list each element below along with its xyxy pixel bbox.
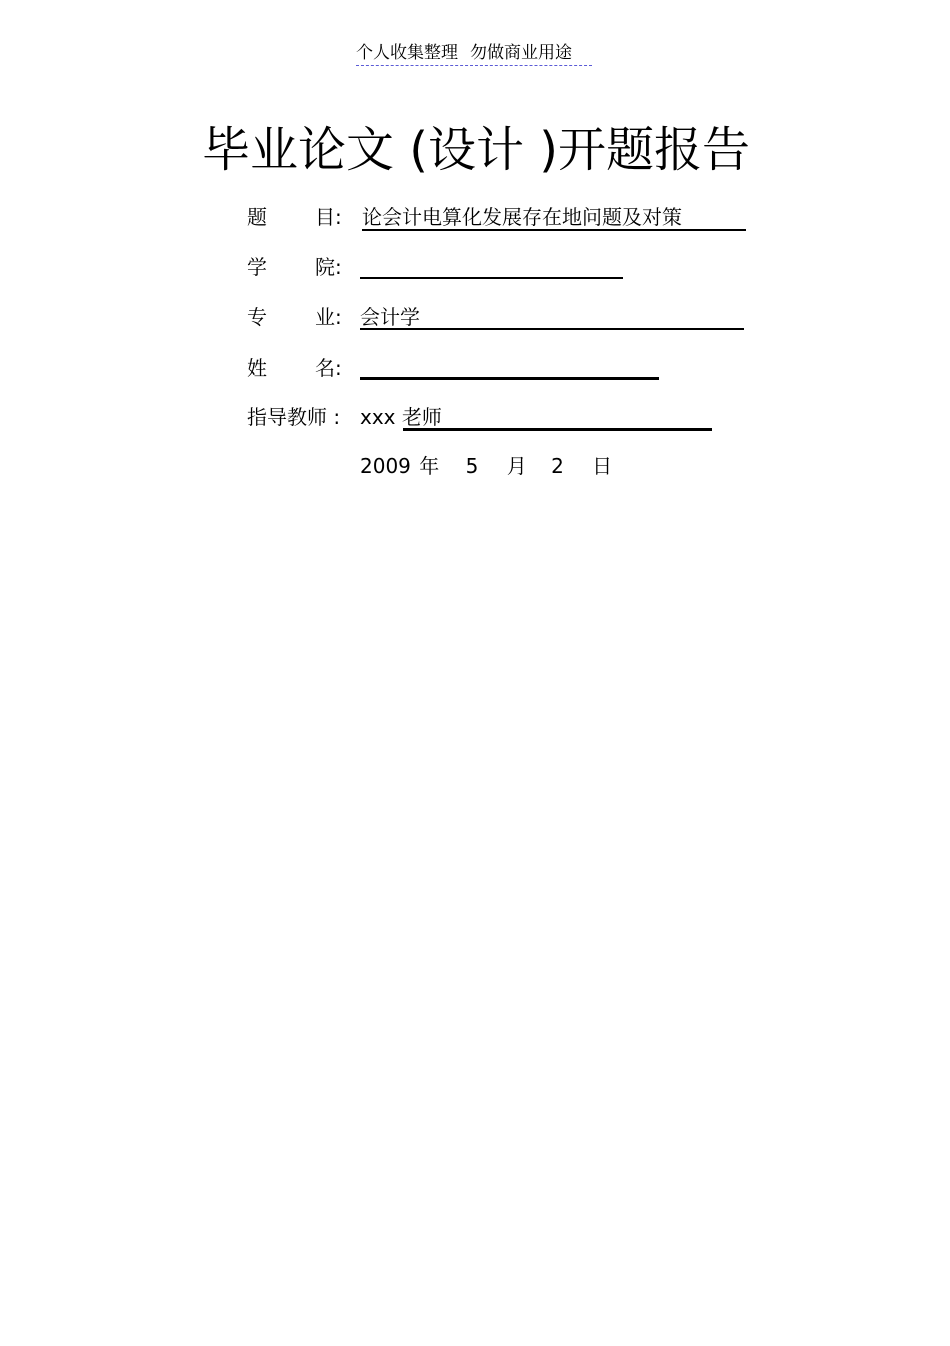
topic-value: 论会计电算化发展存在地问题及对策 xyxy=(362,205,682,229)
watermark-header xyxy=(356,42,592,66)
name-label-a: 姓 xyxy=(247,356,267,380)
advisor-value-title: 老师 xyxy=(401,405,442,429)
name-underline xyxy=(360,377,659,380)
advisor-label: 指导教师 : xyxy=(247,405,341,429)
date-day: 2 xyxy=(551,454,564,478)
major-label xyxy=(247,303,342,331)
date-year: 2009 xyxy=(360,454,411,478)
college-label xyxy=(247,253,342,281)
topic-label-a: 题 xyxy=(247,205,267,229)
college-label-b: 院: xyxy=(315,255,342,279)
date-line xyxy=(360,452,612,480)
topic-underline xyxy=(362,229,746,231)
date-month-unit: 月 xyxy=(506,454,527,478)
date-year-unit: 年 xyxy=(419,454,440,478)
advisor-underline xyxy=(403,428,712,431)
watermark-part2: 勿做商业用途 xyxy=(470,43,572,63)
major-label-b: 业: xyxy=(315,305,342,329)
advisor-value-prefix: xxx xyxy=(360,405,396,429)
college-underline xyxy=(360,277,623,279)
advisor-value xyxy=(360,403,442,431)
document-title: 毕业论文 (设计 )开题报告 xyxy=(202,122,750,178)
major-value: 会计学 xyxy=(360,305,420,329)
date-month: 5 xyxy=(465,454,479,478)
college-label-a: 学 xyxy=(247,255,267,279)
topic-label xyxy=(247,203,342,231)
watermark-part1: 个人收集整理 xyxy=(356,43,458,63)
name-label-b: 名: xyxy=(315,356,342,380)
topic-label-b: 目: xyxy=(315,205,342,229)
major-underline xyxy=(360,328,744,330)
major-label-a: 专 xyxy=(247,305,267,329)
date-day-unit: 日 xyxy=(592,454,613,478)
name-label xyxy=(247,354,342,382)
